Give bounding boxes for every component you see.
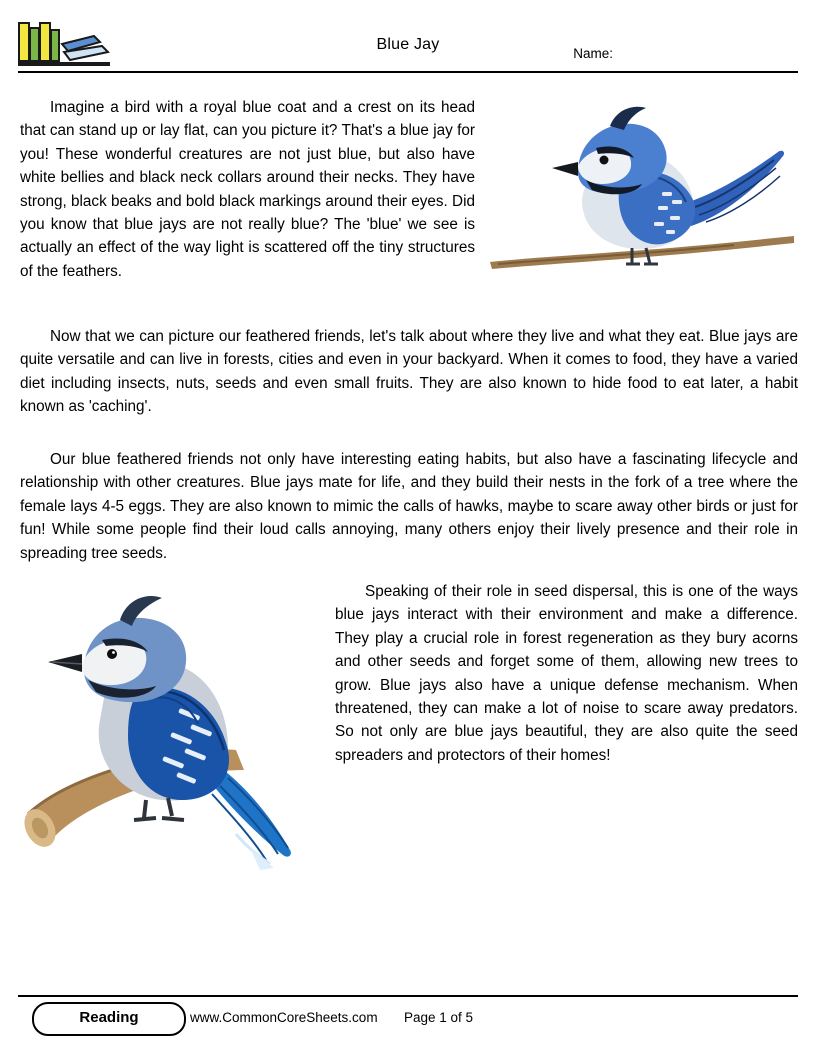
header-divider [18, 71, 798, 73]
blue-jay-perched-photo [486, 96, 798, 291]
page-footer [18, 1000, 798, 1040]
paragraph-4-text: Speaking of their role in seed dispersal, this is one of the ways blue jays interact with their environment and make a difference. They play a crucial role in forest regeneration as they bury acorns and other seeds and forget some of them, allowing new trees to grow. Blue jays also have a unique defense mechanism. When threatened, they can make a lot of noise to scare away predators. So not only are blue jays beautiful, they are also quite the seed spreaders and protectors of their homes! [335, 583, 798, 764]
page-header [18, 22, 798, 70]
paragraph-3 [20, 448, 798, 565]
page-number: Page 1 of 5 [404, 1010, 474, 1025]
paragraph-4 [335, 580, 798, 767]
status-badge-label: Reading [79, 1009, 139, 1026]
footer-divider [18, 995, 798, 997]
paragraph-3-text: Our blue feathered friends not only have interesting eating habits, but also have a fascinating lifecycle and relationship with other creatures. Blue jays mate for life, and they build their nests in the fork of a tree where the female lays 4-5 eggs. They are also known to mimic the calls of hawks, maybe to scare away other birds or just for fun! While some people find their loud calls annoying, many others enjoy their lively presence and their role in spreading tree seeds. [20, 451, 798, 562]
page-title: Blue Jay [376, 36, 440, 53]
paragraph-2-text: Now that we can picture our feathered friends, let's talk about where they live and what they eat. Blue jays are quite versatile and can live in forests, cities and even in your backyard. When it comes to food, they have a varied diet including insects, nuts, seeds and even small fruits. They are also known to hide food to eat later, a habit known as 'caching'. [20, 328, 798, 416]
name-label: Name: [573, 46, 613, 61]
paragraph-1-text: Imagine a bird with a royal blue coat and a crest on its head that can stand up or lay flat, can you picture it? That's a blue jay for you! These wonderful creatures are not just blue, but also have white bellies and black neck collars around their necks. They have strong, black beaks and bold black markings around their eyes. Did you know that blue jays are not really blue? The 'blue' we see is actually an effect of the way light is scattered off the tiny structures of the feathers. [20, 99, 475, 280]
blue-jay-on-log-photo [22, 578, 322, 878]
paragraph-2 [20, 325, 798, 419]
site-url: www.CommonCoreSheets.com [190, 1010, 378, 1025]
status-badge [32, 1002, 186, 1036]
paragraph-1 [20, 96, 475, 283]
